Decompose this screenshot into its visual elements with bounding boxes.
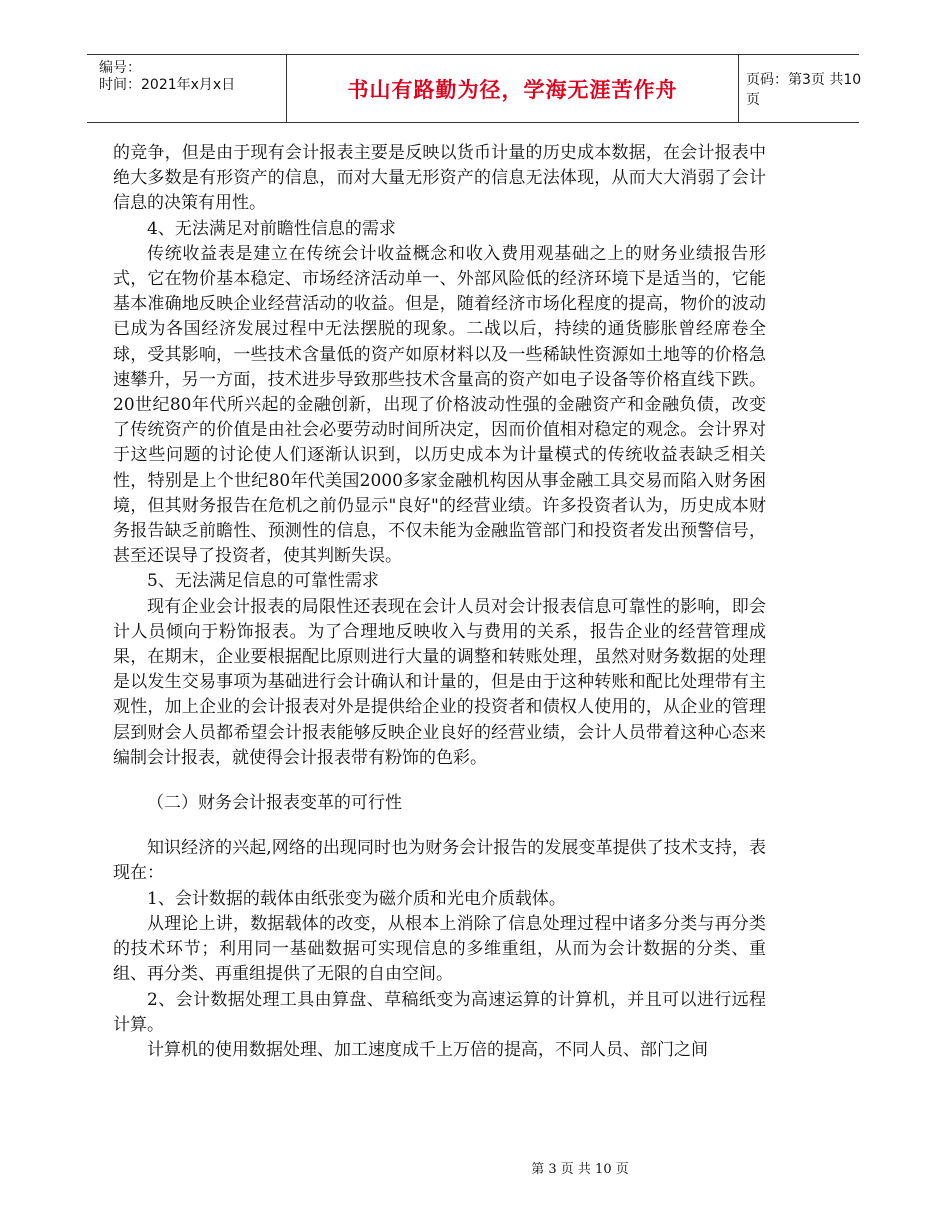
list-item: 1、会计数据的载体由纸张变为磁介质和光电介质载体。 <box>147 888 566 909</box>
header-motto: 书山有路勤为径，学海无涯苦作舟 <box>286 55 739 122</box>
header-page-info: 页码：第3页 共10页 <box>746 71 862 108</box>
page-header <box>87 54 862 123</box>
paragraph: 传统收益表是建立在传统会计收益概念和收入费用观基础之上的财务业绩报告形式，它在物价基本稳定、市场经济活动单一、外部风险低的经济环境下是适当的，它能基本准确地反映企业经营活动的收益。但是，随着经济市场化程度的提高，物价的波动已成为各国经济发展过程中无法摆脱的现象。二战以后，持续的通货膨胀曾经席卷全球，受其影响，一些技术含量低的资产如原材料以及一些稀缺性资源如土地等的价格急速攀升，另一方面，技术进步导致那些技术含量高的资产如电子设备等价格直线下跌。20世纪80年代所兴起的金融创新，出现了价格波动性强的金融资产和金融负债，改变了传统资产的价值是由社会必要劳动时间所决定，因而价值相对稳定的观念。会计界对于这些问题的讨论使人们逐渐认识到，以历史成本为计量模式的传统收益表缺乏相关性，特别是上个世纪80年代美国2000多家金融机构因从事金融工具交易而陷入财务困境，但其财务报告在危机之前仍显示"良好"的经营业绩。许多投资者认为，历史成本财务报告缺乏前瞻性、预测性的信息，不仅未能为金融监管部门和投资者发出预警信号，甚至还误导了投资者，使其判断失误。 <box>113 243 766 567</box>
paragraph: 现有企业会计报表的局限性还表现在会计人员对会计报表信息可靠性的影响，即会计人员倾向于粉饰报表。为了合理地反映收入与费用的关系，报告企业的经营管理成果，在期末，企业要根据配比原则进行大量的调整和转账处理，虽然对财务数据的处理是以发生交易事项为基础进行会计确认和计量的，但是由于这种转账和配比处理带有主观性，加上企业的会计报表对外是提供给企业的投资者和债权人使用的，从企业的管理层到财会人员都希望会计报表能够反映企业良好的经营业绩，会计人员带着这种心态来编制会计报表，就使得会计报表带有粉饰的色彩。 <box>113 596 766 768</box>
subheading: 5、无法满足信息的可靠性需求 <box>147 571 379 592</box>
paragraph: 的竞争，但是由于现有会计报表主要是反映以货币计量的历史成本数据，在会计报表中绝大多数是有形资产的信息，而对大量无形资产的信息无法体现，从而大大消弱了会计信息的决策有用性。 <box>113 143 766 214</box>
paragraph: 从理论上讲，数据载体的改变，从根本上消除了信息处理过程中诸多分类与再分类的技术环节；利用同一基础数据可实现信息的多维重组，从而为会计数据的分类、重组、再分类、再重组提供了无限的自由空间。 <box>113 913 766 985</box>
paragraph: 知识经济的兴起,网络的出现同时也为财务会计报告的发展变革提供了技术支持，表现在： <box>113 838 766 884</box>
section-heading: （二）财务会计报表变革的可行性 <box>147 793 402 814</box>
paragraph: 计算机的使用数据处理、加工速度成千上万倍的提高，不同人员、部门之间 <box>147 1039 708 1060</box>
document-body <box>113 141 766 1063</box>
list-item: 2、会计数据处理工具由算盘、草稿纸变为高速运算的计算机，并且可以进行远程计算。 <box>113 989 766 1035</box>
subheading: 4、无法满足对前瞻性信息的需求 <box>147 218 396 239</box>
header-meta <box>87 55 286 122</box>
page-footer: 第 3 页 共 10 页 <box>531 1162 629 1177</box>
number-label: 编号： <box>99 60 141 76</box>
date-label: 时间：2021年x月x日 <box>99 77 236 93</box>
